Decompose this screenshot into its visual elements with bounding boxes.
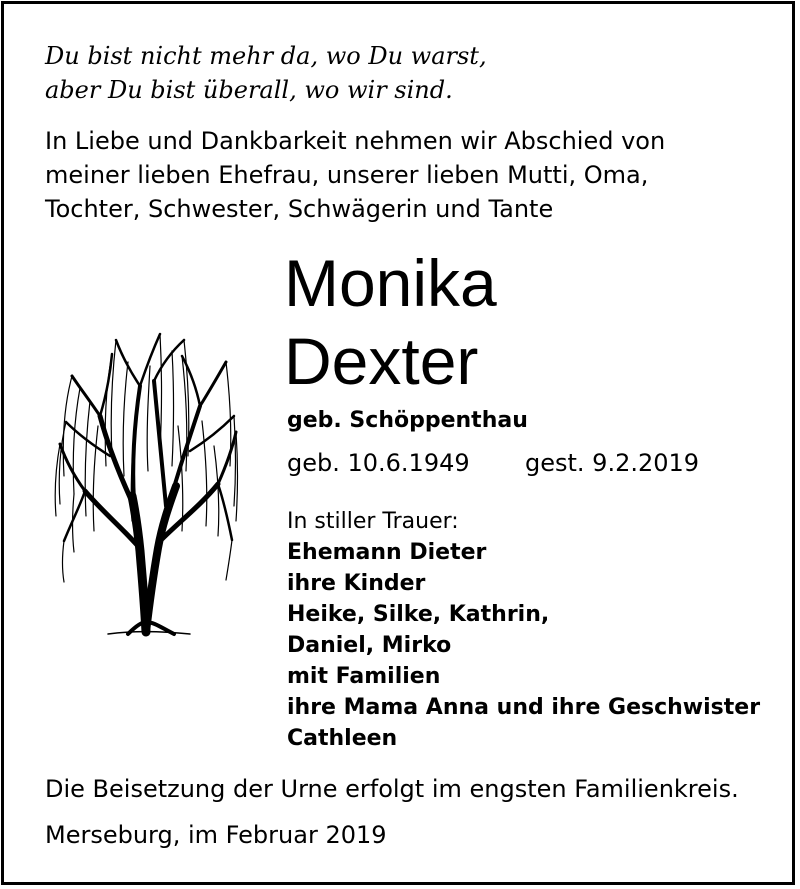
death-date: gest. 9.2.2019 <box>525 449 700 477</box>
mourner-line: mit Familien <box>287 664 441 689</box>
mourner-line: Heike, Silke, Kathrin, <box>287 602 550 627</box>
place-and-date: Merseburg, im Februar 2019 <box>45 821 387 849</box>
mourner-line: Daniel, Mirko <box>287 633 452 658</box>
intro-text <box>45 124 665 226</box>
deceased-name <box>284 244 497 400</box>
mourners-lead: In stiller Trauer: <box>287 509 459 534</box>
last-name: Dexter <box>284 324 479 398</box>
motto-line-2: aber Du bist überall, wo wir sind. <box>45 76 453 104</box>
tree-icon <box>50 326 240 638</box>
motto-quote <box>45 39 487 107</box>
funeral-note: Die Beisetzung der Urne erfolgt im engsten Familienkreis. <box>45 775 739 803</box>
mourner-line: Ehemann Dieter <box>287 540 487 565</box>
birth-date: geb. 10.6.1949 <box>287 449 470 477</box>
mourner-line: ihre Kinder <box>287 571 426 596</box>
motto-line-1: Du bist nicht mehr da, wo Du warst, <box>45 42 487 70</box>
intro-line-1: In Liebe und Dankbarkeit nehmen wir Abschied von <box>45 127 666 155</box>
intro-line-3: Tochter, Schwester, Schwägerin und Tante <box>45 195 554 223</box>
mourner-line: Cathleen <box>287 726 398 751</box>
mourner-line: ihre Mama Anna und ihre Geschwister <box>287 695 761 720</box>
mourners-list <box>287 506 760 754</box>
first-name: Monika <box>284 246 497 320</box>
intro-line-2: meiner lieben Ehefrau, unserer lieben Mutti, Oma, <box>45 161 649 189</box>
life-dates <box>287 446 700 480</box>
maiden-name: geb. Schöppenthau <box>287 408 528 433</box>
